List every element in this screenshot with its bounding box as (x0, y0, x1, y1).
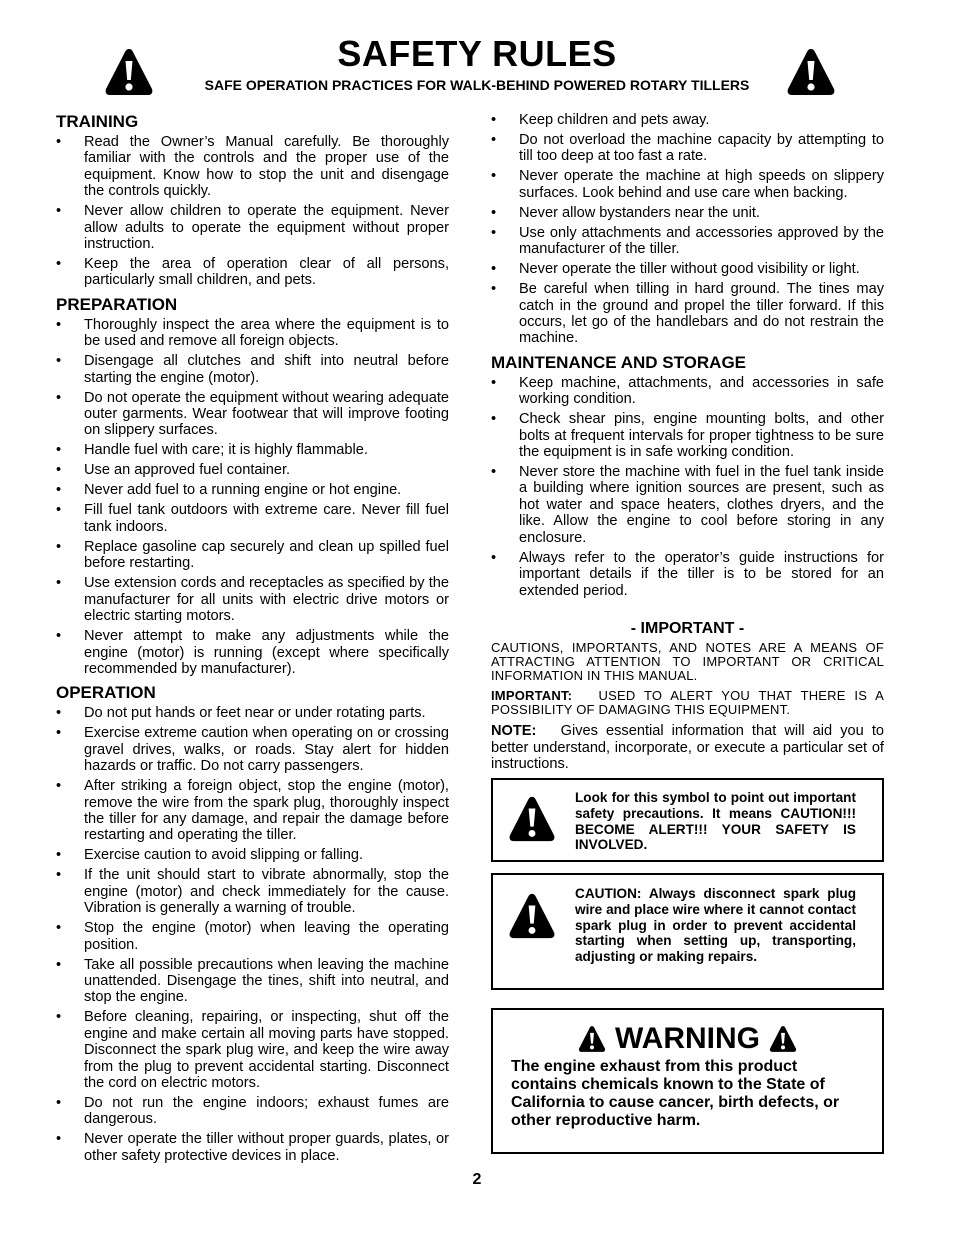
list-item: • Never operate the machine at high speeds on slippery surfaces. Look behind and use care when backing. (491, 168, 884, 201)
note-definition (491, 723, 884, 772)
list-item: • Never attempt to make any adjustments while the engine (motor) is running (except where specifically recommended by manufacturer). (56, 628, 449, 677)
list-item: • Check shear pins, engine mounting bolts, and other bolts at frequent intervals for proper tightness to be sure the equipment is in safe working condition. (491, 411, 884, 460)
preparation-heading: PREPARATION (56, 294, 178, 314)
preparation-list (56, 317, 449, 677)
list-item: • Take all possible precautions when leaving the machine unattended. Disengage the tines, shift into neutral, and stop the engine. (56, 957, 449, 1006)
operation-list-continued (491, 112, 884, 347)
list-item: • Never store the machine with fuel in the fuel tank inside a building where ignition sources are present, such as hot water and space heaters, clothes dryers, and the like. Allow the engine to cool before storing in any enclosure. (491, 464, 884, 546)
list-item: • If the unit should start to vibrate abnormally, stop the engine (motor) and check immediately for the cause. Vibration is generally a warning of trouble. (56, 867, 449, 916)
right-column (491, 112, 884, 783)
list-item: • Use an approved fuel container. (56, 462, 449, 478)
warning-box (491, 1008, 884, 1154)
list-item: • Be careful when tilling in hard ground. The tines may catch in the ground and propel the tiller forward. If this occurs, let go of the handlebars and do not restrain the machine. (491, 281, 884, 347)
safety-symbol-box (491, 778, 884, 862)
list-item: • Never add fuel to a running engine or hot engine. (56, 482, 449, 498)
caution-box (491, 873, 884, 990)
warning-triangle-icon (507, 892, 557, 940)
page-title: SAFETY RULES (337, 33, 617, 74)
list-item: • Do not operate the equipment without wearing adequate outer garments. Wear footwear that will improve footing on slippery surfaces. (56, 390, 449, 439)
list-item: • Never operate the tiller without good visibility or light. (491, 261, 884, 277)
training-list (56, 134, 449, 289)
important-definition (491, 689, 884, 717)
list-item: • Handle fuel with care; it is highly flammable. (56, 442, 449, 458)
training-heading: TRAINING (56, 112, 139, 131)
list-item: • Before cleaning, repairing, or inspecting, shut off the engine and make certain all moving parts have stopped. Disconnect the spark plug wire, and keep the wire away from the plug to prevent accidental starting. Disconnect the cord on electric motors. (56, 1009, 449, 1091)
operation-list (56, 705, 449, 1164)
caution-box-text: CAUTION: Always disconnect spark plug wire and place wire where it cannot contact spark plug in order to prevent accidental starting when setting up, transporting, adjusting or making repairs. (575, 886, 856, 965)
list-item: • Use extension cords and receptacles as specified by the manufacturer for all units with electric drive motors or electric starting motors. (56, 575, 449, 624)
page-number: 2 (472, 1171, 482, 1188)
warning-heading (493, 1020, 882, 1057)
operation-heading: OPERATION (56, 683, 156, 703)
list-item: • Keep the area of operation clear of all persons, particularly small children, and pets. (56, 256, 449, 289)
list-item: • Stop the engine (motor) when leaving the operating position. (56, 920, 449, 953)
list-item: • After striking a foreign object, stop the engine (motor), remove the wire from the spark plug, thoroughly inspect the tiller for any damage, and repair the damage before restarting and operating the tiller. (56, 778, 449, 844)
list-item: • Replace gasoline cap securely and clean up spilled fuel before restarting. (56, 539, 449, 572)
list-item: • Thoroughly inspect the area where the equipment is to be used and remove all foreign objects. (56, 317, 449, 350)
warning-triangle-icon (768, 1025, 798, 1053)
note-text: Gives essential information that will aid you to better understand, incorporate, or execute a particular set of instructions. (491, 723, 884, 773)
list-item: • Do not overload the machine capacity by attempting to till too deep at too fast a rate. (491, 132, 884, 165)
list-item: • Always refer to the operator’s guide instructions for important details if the tiller is to be stored for an extended period. (491, 550, 884, 599)
important-intro: CAUTIONS, IMPORTANTS, AND NOTES ARE A MEANS OF ATTRACTING ATTENTION TO IMPORTANT OR CRITICAL INFORMATION IN THIS MANUAL. (491, 640, 884, 684)
list-item: • Do not run the engine indoors; exhaust fumes are dangerous. (56, 1095, 449, 1128)
warning-triangle-icon (577, 1025, 607, 1053)
symbol-box-text: Look for this symbol to point out important safety precautions. It means CAUTION!!! BECOME ALERT!!! YOUR SAFETY IS INVOLVED. (575, 790, 856, 853)
list-item: • Disengage all clutches and shift into neutral before starting the engine (motor). (56, 353, 449, 386)
warning-title: WARNING (615, 1022, 760, 1056)
list-item: • Fill fuel tank outdoors with extreme care. Never fill fuel tank indoors. (56, 502, 449, 535)
warning-text: The engine exhaust from this product contains chemicals known to the State of California to cause cancer, birth defects, or other reproductive harm. (511, 1058, 840, 1129)
list-item: • Keep children and pets away. (491, 112, 884, 128)
list-item: • Use only attachments and accessories approved by the manufacturer of the tiller. (491, 225, 884, 258)
list-item: • Never operate the tiller without proper guards, plates, or other safety protective devices in place. (56, 1131, 449, 1164)
left-column (56, 112, 449, 1170)
maintenance-heading: MAINTENANCE AND STORAGE (491, 352, 747, 372)
page-subtitle: SAFE OPERATION PRACTICES FOR WALK-BEHIND POWERED ROTARY TILLERS (204, 77, 750, 93)
maintenance-list (491, 375, 884, 599)
important-label: IMPORTANT: (491, 688, 573, 704)
note-label: NOTE: (491, 723, 537, 740)
list-item: • Read the Owner’s Manual carefully. Be thoroughly familiar with the controls and the proper use of the equipment. Know how to stop the unit and disengage the controls quickly. (56, 134, 449, 200)
list-item: • Never allow children to operate the equipment. Never allow adults to operate the equipment without proper instruction. (56, 203, 449, 252)
list-item: • Do not put hands or feet near or under rotating parts. (56, 705, 449, 721)
warning-triangle-icon (507, 795, 557, 843)
list-item: • Exercise caution to avoid slipping or falling. (56, 847, 449, 863)
list-item: • Keep machine, attachments, and accessories in safe working condition. (491, 375, 884, 408)
important-heading: - IMPORTANT - (630, 619, 745, 637)
important-text: USED TO ALERT YOU THAT THERE IS A POSSIBILITY OF DAMAGING THIS EQUIPMENT. (491, 688, 884, 718)
warning-triangle-icon (786, 47, 836, 97)
list-item: • Exercise extreme caution when operating on or crossing gravel drives, walks, or roads. Stay alert for hidden hazards or traffic. Do not carry passengers. (56, 725, 449, 774)
list-item: • Never allow bystanders near the unit. (491, 205, 884, 221)
